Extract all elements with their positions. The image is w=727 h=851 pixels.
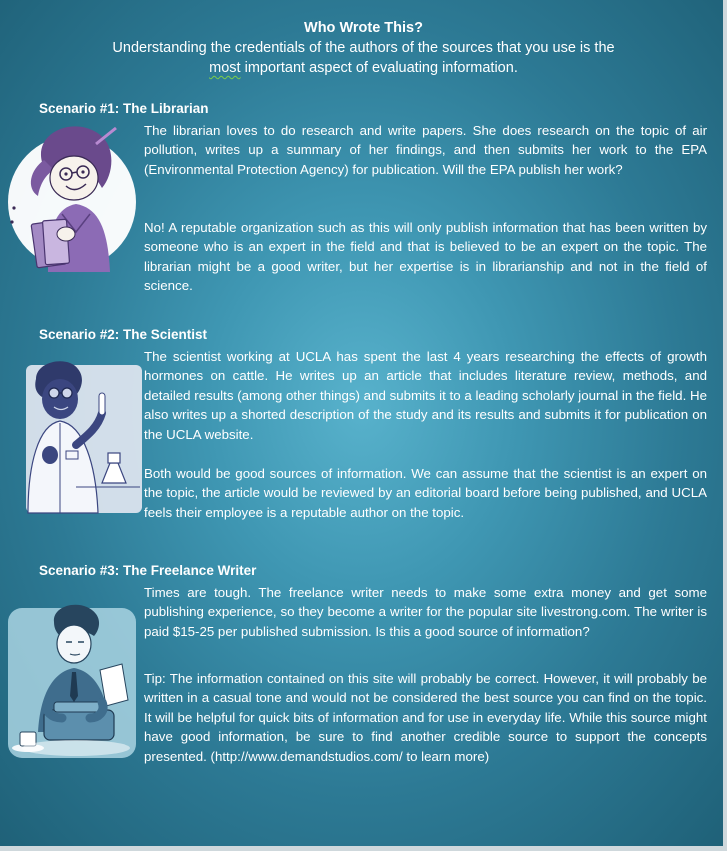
scenario-1-paragraph-1: The librarian loves to do research and write papers. She does research on the topic of air pollution, writes up a summary of her findings, and then submits her work to the EPA (Environmental Protection Agency) for publication. Will the EPA publish her work? bbox=[144, 123, 707, 177]
librarian-icon bbox=[4, 122, 142, 272]
subtitle-line-1: Understanding the credentials of the authors of the sources that you use is the bbox=[112, 40, 615, 56]
scientist-illustration bbox=[6, 355, 144, 515]
scenario-3-heading: Scenario #3: The Freelance Writer bbox=[39, 563, 257, 578]
scenario-1-heading: Scenario #1: The Librarian bbox=[39, 101, 209, 116]
header bbox=[20, 18, 707, 78]
scenario-3-paragraph-2: Tip: The information contained on this site will probably be correct. However, it will probably be written in a casual tone and would not be considered the best source you can find on the topic. It will be helpful for quick bits of information and for use in everyday life. While this source might have good information, be sure to find another credible source to support the concepts presented. (http://www.demandstudios.com/ to learn more) bbox=[144, 671, 707, 764]
typewriter-writer-icon bbox=[4, 592, 142, 762]
scenario-1-paragraph-2: No! A reputable organization such as this will only publish information that has been written by someone who is an expert in the field and that is believed to be an expert on the topic. The librarian might be a good writer, but her expertise is in librarianship and not in the field of science. bbox=[144, 220, 707, 294]
scientist-icon bbox=[6, 355, 144, 515]
scenario-2-paragraph-2: Both would be good sources of information. We can assume that the scientist is an expert on the topic, the article would be reviewed by an editorial board before being published, and UCLA feels their employee is a reputable author on the topic. bbox=[144, 466, 707, 520]
scenario-2-paragraph-1: The scientist working at UCLA has spent the last 4 years researching the effects of growth hormones on cattle. He writes up an article that includes literature review, methods, and detailed results (among other things) and submits it to a leading scholarly journal in the field. He also writes up a shorted description of the study and its results and submits it for publication on the UCLA website. bbox=[144, 349, 707, 442]
scenario-3-paragraph-1: Times are tough. The freelance writer needs to make some extra money and get some publishing experience, so they become a writer for the popular site livestrong.com. The writer is paid $15-25 per published submission. Is this a good source of information? bbox=[144, 585, 707, 639]
page-subtitle bbox=[20, 38, 707, 78]
scenario-2-heading: Scenario #2: The Scientist bbox=[39, 327, 208, 342]
subtitle-underlined-word: most bbox=[209, 60, 241, 76]
subtitle-line-2: important aspect of evaluating information. bbox=[240, 60, 518, 76]
writer-illustration bbox=[4, 592, 142, 762]
page-title: Who Wrote This? bbox=[304, 20, 423, 36]
librarian-illustration bbox=[4, 122, 142, 272]
